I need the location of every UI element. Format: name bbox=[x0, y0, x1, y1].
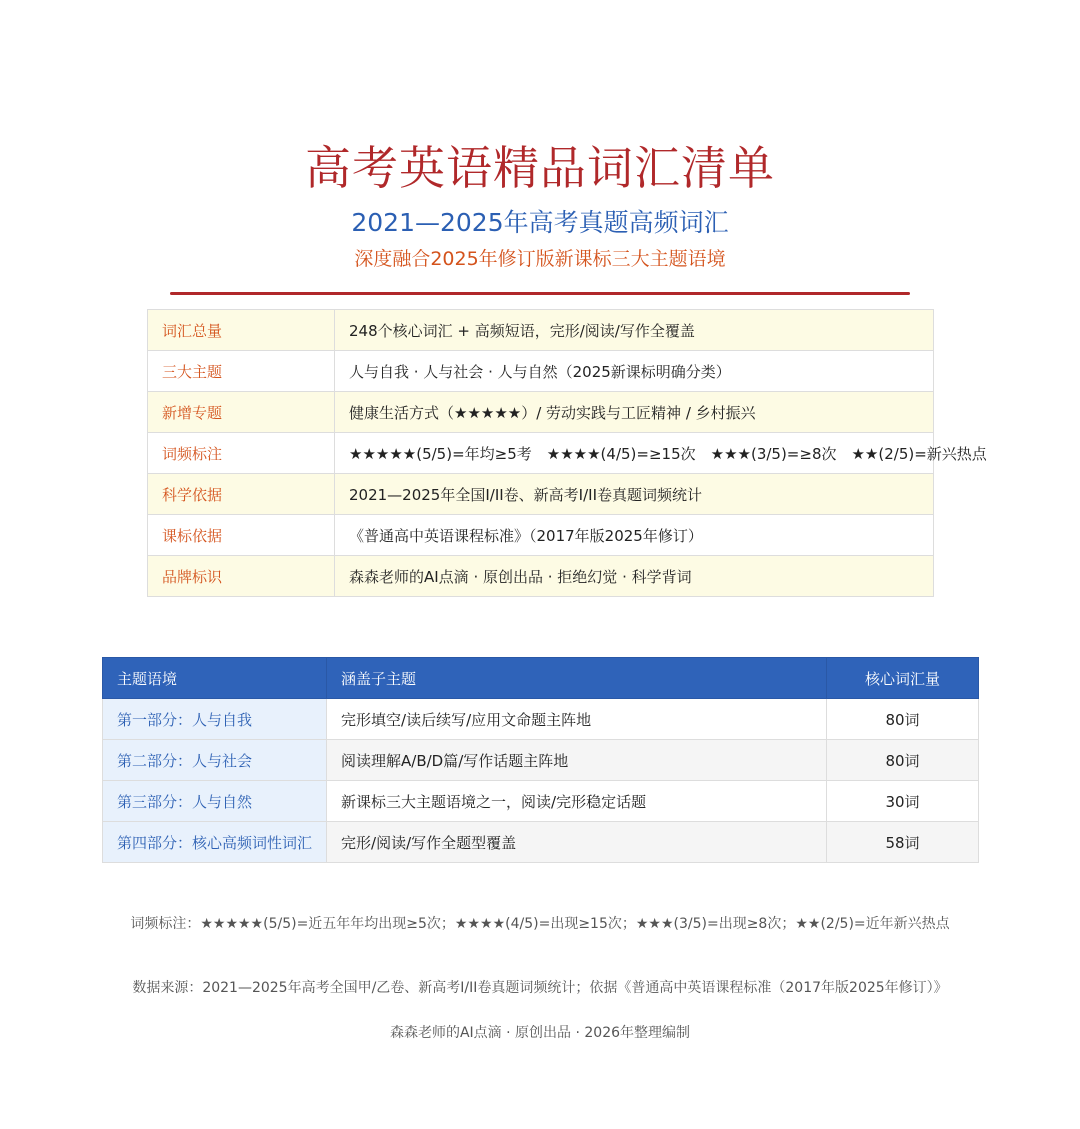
table-row bbox=[103, 822, 979, 863]
info-value bbox=[335, 433, 987, 474]
topic-subtopics: 阅读理解A/B/D篇/写作话题主阵地 bbox=[327, 740, 827, 781]
page-tagline: 深度融合2025年修订版新课标三大主题语境 bbox=[354, 248, 726, 270]
topic-part: 第一部分：人与自我 bbox=[103, 699, 327, 740]
table-row bbox=[103, 699, 979, 740]
page-title: 高考英语精品词汇清单 bbox=[305, 141, 775, 195]
topic-count: 80词 bbox=[827, 699, 979, 740]
table-row bbox=[148, 556, 934, 597]
topic-part: 第四部分：核心高频词性词汇 bbox=[103, 822, 327, 863]
table-row bbox=[103, 781, 979, 822]
topic-table bbox=[102, 657, 979, 863]
info-value: 《普通高中英语课程标准》（2017年版2025年修订） bbox=[335, 515, 934, 556]
table-row bbox=[148, 392, 934, 433]
page-subtitle: 2021—2025年高考真题高频词汇 bbox=[351, 208, 729, 237]
topic-part: 第三部分：人与自然 bbox=[103, 781, 327, 822]
info-key: 词汇总量 bbox=[148, 310, 335, 351]
topic-part: 第二部分：人与社会 bbox=[103, 740, 327, 781]
column-header: 主题语境 bbox=[103, 658, 327, 699]
table-row bbox=[148, 310, 934, 351]
info-key: 词频标注 bbox=[148, 433, 335, 474]
topic-count: 80词 bbox=[827, 740, 979, 781]
topic-count: 30词 bbox=[827, 781, 979, 822]
topic-subtopics: 完形/阅读/写作全题型覆盖 bbox=[327, 822, 827, 863]
title-divider bbox=[170, 292, 910, 295]
table-row bbox=[148, 351, 934, 392]
footer-legend: 词频标注：★★★★★(5/5)=近五年年均出现≥5次；★★★★(4/5)=出现≥15次；★★★(3/5)=出现≥8次；★★(2/5)=近年新兴热点 bbox=[130, 916, 950, 932]
info-key: 课标依据 bbox=[148, 515, 335, 556]
info-value: 人与自我 · 人与社会 · 人与自然（2025新课标明确分类） bbox=[335, 351, 934, 392]
table-row bbox=[103, 740, 979, 781]
info-key: 品牌标识 bbox=[148, 556, 335, 597]
table-header bbox=[103, 658, 979, 699]
info-value: 森森老师的AI点滴 · 原创出品 · 拒绝幻觉 · 科学背词 bbox=[335, 556, 934, 597]
info-value: 健康生活方式（★★★★★）/ 劳动实践与工匠精神 / 乡村振兴 bbox=[335, 392, 934, 433]
info-value: 248个核心词汇 + 高频短语，完形/阅读/写作全覆盖 bbox=[335, 310, 934, 351]
table-row bbox=[148, 433, 934, 474]
frequency-legend: ★★★★★(5/5)=年均≥5考 ★★★★(4/5)=≥15次 ★★★(3/5)=≥8次 ★★(2/5)=新兴热点 bbox=[349, 444, 987, 463]
footer-credit: 森森老师的AI点滴 · 原创出品 · 2026年整理编制 bbox=[389, 1025, 691, 1041]
topic-subtopics: 新课标三大主题语境之一，阅读/完形稳定话题 bbox=[327, 781, 827, 822]
table-row bbox=[148, 515, 934, 556]
info-key: 科学依据 bbox=[148, 474, 335, 515]
column-header: 涵盖子主题 bbox=[327, 658, 827, 699]
topic-count: 58词 bbox=[827, 822, 979, 863]
topic-subtopics: 完形填空/读后续写/应用文命题主阵地 bbox=[327, 699, 827, 740]
info-key: 新增专题 bbox=[148, 392, 335, 433]
footer-source: 数据来源：2021—2025年高考全国甲/乙卷、新高考I/II卷真题词频统计；依据《普通高中英语课程标准（2017年版2025年修订）》 bbox=[132, 980, 948, 996]
column-header: 核心词汇量 bbox=[827, 658, 979, 699]
info-table bbox=[147, 309, 987, 597]
info-key: 三大主题 bbox=[148, 351, 335, 392]
info-value: 2021—2025年全国I/II卷、新高考I/II卷真题词频统计 bbox=[335, 474, 934, 515]
table-row bbox=[148, 474, 934, 515]
